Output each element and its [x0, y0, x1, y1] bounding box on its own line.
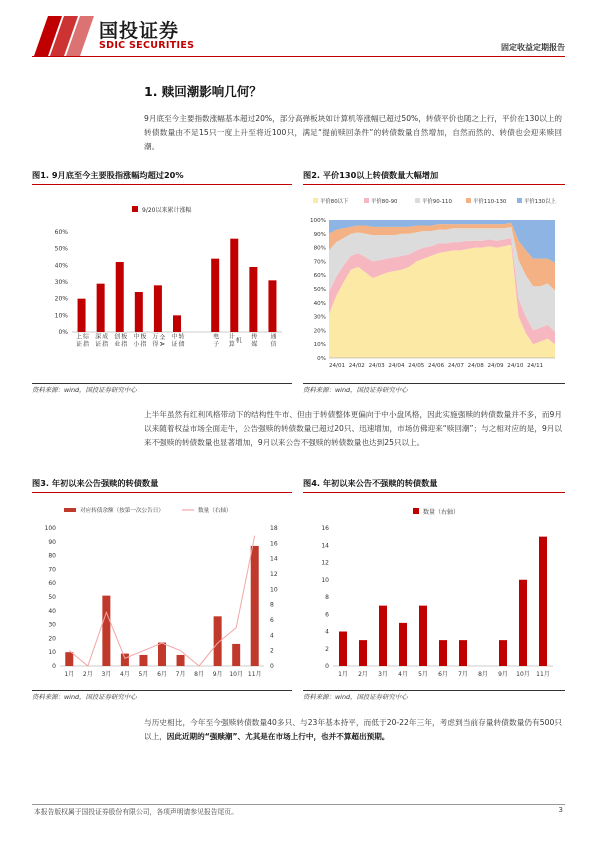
y2-tick-label: 6 [270, 617, 274, 624]
figure-1-title: 图1. 9月底至今主要股指涨幅均超过20% [32, 170, 184, 180]
figure-4-source: 资料来源：wind，国投证券研究中心 [303, 693, 408, 701]
x-tick-label: 深 证 [93, 333, 101, 347]
y-tick-label: 20% [313, 328, 326, 335]
x-tick-label: 电 子 [211, 333, 219, 347]
x-tick-label: 11月 [536, 671, 550, 678]
legend-label: 平价130以上 [524, 199, 556, 205]
y-tick-label: 16 [321, 525, 329, 532]
bar [232, 644, 240, 666]
figure-1-rule [32, 184, 292, 185]
y-tick-label: 90 [48, 538, 56, 546]
y-tick-label: 60% [54, 229, 68, 236]
bar [230, 239, 238, 332]
legend-label: 平价80以下 [320, 199, 349, 205]
x-tick-label: 中 证 [170, 333, 177, 347]
x-tick-label: 3月 [378, 671, 388, 678]
bar [211, 259, 219, 332]
legend-swatch [466, 198, 471, 203]
x-tick-label: 10月 [516, 671, 530, 678]
bar [102, 596, 110, 666]
x-tick-label: 成 指 [100, 333, 108, 347]
figure-2-title: 图2. 平价130以上转债数量大幅增加 [303, 170, 439, 180]
y-tick-label: 50% [313, 287, 326, 293]
y-tick-label: 12 [321, 559, 329, 567]
x-tick-label: 传 媒 [249, 333, 257, 347]
bar [97, 284, 105, 332]
logo-text-en: SDIC SECURITIES [99, 40, 195, 51]
y-tick-label: 40% [54, 262, 68, 270]
legend-label: 对应转债余额（按第一次公告日） [80, 508, 164, 514]
y-tick-label: 60 [48, 580, 56, 588]
figure-2-rule [303, 184, 565, 185]
legend-label: 9/20以来累计涨幅 [142, 207, 192, 214]
bar [268, 280, 276, 332]
x-tick-label: 8月 [194, 671, 205, 678]
y2-tick-label: 10 [270, 586, 278, 594]
x-tick-label: 24/09 [487, 363, 504, 369]
report-type: 固定收益定期报告 [501, 43, 565, 52]
y2-tick-label: 18 [270, 525, 278, 532]
x-tick-label: 5月 [138, 671, 149, 678]
y2-tick-label: 2 [270, 647, 274, 655]
legend-label: 平价90-110 [422, 199, 452, 205]
y-tick-label: 30 [48, 621, 56, 629]
legend-swatch [132, 206, 138, 212]
page-number: 3 [558, 806, 563, 814]
bar [65, 652, 73, 666]
y2-tick-label: 4 [270, 632, 274, 640]
x-tick-label: 4月 [119, 671, 130, 678]
paragraph-3-text: 与历史相比，今年至今强赎转债数量40多只、与23年基本持平，而低于20-22年三年，考虑到当前存量转债数量仍有500只以上， [144, 718, 562, 741]
x-tick-label: 24/02 [348, 363, 365, 369]
bar [154, 285, 162, 332]
y-tick-label: 30% [313, 314, 326, 321]
figure-2-chart [303, 186, 565, 382]
bar [139, 655, 147, 666]
y-tick-label: 4 [325, 628, 329, 636]
y-tick-label: 10% [313, 342, 326, 349]
x-tick-label: 24/03 [368, 363, 385, 369]
figure-3-source: 资料来源：wind，国投证券研究中心 [32, 693, 137, 701]
x-tick-label: 24/07 [447, 363, 464, 369]
x-tick-label: 24/08 [467, 363, 484, 369]
y-tick-label: 20 [48, 635, 56, 643]
y-tick-label: 50% [54, 245, 68, 253]
x-tick-label: 综 指 [81, 333, 89, 347]
y-tick-label: 2 [325, 645, 329, 653]
bar [459, 640, 467, 666]
bar [158, 643, 166, 666]
x-tick-label: 7月 [175, 671, 186, 678]
legend-label: 平价80-90 [371, 199, 398, 205]
y-tick-label: 20% [54, 295, 68, 303]
x-tick-label: 24/05 [408, 363, 425, 369]
paragraph-3-emphasis: 因此近期的“强赎潮”、尤其是在市场上行中，也并不算超出预期。 [166, 732, 390, 741]
figure-3-title: 图3. 年初以来公告强赎的转债数量 [32, 478, 159, 488]
x-tick-label: 8月 [478, 671, 488, 678]
legend-swatch [364, 198, 369, 203]
y-tick-label: 8 [325, 594, 329, 601]
bar [339, 632, 347, 667]
logo-mark-icon [34, 16, 96, 56]
x-tick-label: 24/01 [328, 363, 346, 369]
paragraph-3 [144, 716, 562, 744]
y2-tick-label: 14 [270, 555, 278, 563]
logo-text-cn: 国投证券 [99, 20, 180, 42]
figure-4-title: 图4. 年初以来公告不强赎的转债数量 [303, 478, 438, 488]
x-tick-label: 全 A [157, 333, 165, 347]
legend-swatch-bar [64, 508, 76, 512]
bar [359, 640, 367, 666]
x-tick-label: 计 算 [227, 333, 235, 347]
y-tick-label: 40 [48, 607, 56, 615]
x-tick-label: 通 信 [268, 333, 276, 347]
x-tick-label: 24/04 [388, 363, 405, 369]
x-tick-label: 2月 [358, 671, 368, 678]
bar [135, 292, 143, 332]
y-tick-label: 60% [313, 273, 326, 280]
figure-1-chart [32, 186, 292, 382]
legend-label: 数量（右轴） [198, 508, 232, 514]
x-tick-label: 板 指 [138, 333, 146, 347]
paragraph-1: 9月底至今主要指数涨幅基本超过20%，部分高弹板块如计算机等涨幅已超过50%，转债平价也随之上行，平价在130以上的转债数量由不足15只一度上升至将近100只，满足“提前赎回条件”的转债数量自然增加，自然而然的、转债也会迎来赎回潮。 [144, 114, 562, 151]
bar [419, 606, 427, 666]
bar [399, 623, 407, 666]
y-tick-label: 40% [313, 300, 326, 307]
y-tick-label: 50 [48, 594, 56, 601]
figure-1-source: 资料来源：wind，国投证券研究中心 [32, 386, 137, 394]
figure-2-source-rule [303, 383, 565, 384]
x-tick-label: 10月 [229, 671, 244, 678]
x-tick-label: 9月 [212, 671, 223, 678]
x-tick-label: 1月 [338, 671, 348, 678]
bar [519, 580, 527, 666]
x-tick-label: 5月 [418, 671, 428, 678]
legend-swatch [413, 508, 419, 514]
footer-divider [32, 804, 565, 805]
x-tick-label: 创 业 [112, 333, 120, 347]
x-tick-label: 4月 [398, 671, 408, 678]
bar [177, 655, 185, 666]
bar [439, 640, 447, 666]
y2-tick-label: 12 [270, 571, 278, 578]
bar [249, 267, 257, 332]
figure-2-source: 资料来源：wind，国投证券研究中心 [303, 386, 408, 394]
figure-3-source-rule [32, 690, 292, 691]
x-tick-label: 7月 [458, 671, 468, 678]
y-tick-label: 0% [317, 356, 326, 362]
x-tick-label: 24/10 [507, 363, 524, 369]
footer-disclaimer: 本报告版权属于国投证券股份有限公司，各项声明请参见报告尾页。 [34, 808, 238, 816]
legend-label: 平价110-130 [473, 199, 507, 205]
header-divider [32, 56, 565, 57]
y-tick-label: 70% [313, 259, 326, 266]
y-tick-label: 100% [310, 218, 326, 224]
x-tick-label: 1月 [64, 671, 75, 678]
y-tick-label: 30% [54, 279, 68, 286]
bar [251, 546, 259, 666]
y-tick-label: 80 [48, 552, 56, 560]
x-tick-label: 转 债 [177, 333, 184, 347]
legend-swatch [415, 198, 420, 203]
y-tick-label: 10% [54, 312, 68, 320]
y-tick-label: 10 [321, 576, 329, 584]
y-tick-label: 0 [52, 663, 56, 670]
y2-tick-label: 16 [270, 540, 278, 548]
bar [78, 299, 86, 332]
y-tick-label: 80% [313, 245, 326, 252]
figure-4-rule [303, 492, 565, 493]
bar [121, 654, 129, 666]
bar [379, 606, 387, 666]
x-tick-label: 6月 [438, 671, 448, 678]
bar [116, 262, 124, 332]
x-tick-label: 6月 [157, 671, 167, 678]
x-tick-label: 上 证 [74, 333, 82, 347]
x-tick-label: 24/06 [428, 363, 445, 369]
legend-swatch [313, 198, 318, 203]
section-title: 1. 赎回潮影响几何？ [144, 84, 262, 99]
y-tick-label: 6 [325, 611, 329, 619]
x-tick-label: 2月 [82, 671, 93, 678]
figure-4-source-rule [303, 690, 565, 691]
y-tick-label: 14 [321, 542, 329, 550]
legend-swatch [517, 198, 522, 203]
paragraph-2: 上半年虽然有红利风格带动下的结构性牛市、但由于转债整体更偏向于中小盘风格，因此实施强赎的转债数量并不多，而9月以来随着权益市场全面走牛，公告强赎的转债数量已超过20只、迅速增加，市场仿佛迎来“赎回潮”；与之相对应的是，9月以来不强赎的转债数量也显著增加，9月以来公告不强赎的转债数量也达到25只以上。 [144, 410, 562, 447]
figure-1-source-rule [32, 383, 292, 384]
x-tick-label: 9月 [498, 671, 508, 678]
y2-tick-label: 8 [270, 601, 274, 609]
y2-tick-label: 0 [270, 663, 274, 670]
x-tick-label: 万 得 [150, 333, 158, 347]
legend-label: 数量（右轴） [423, 509, 460, 516]
x-tick-label: 中 小 [131, 333, 139, 347]
figure-3-rule [32, 492, 292, 493]
x-tick-label: 24/11 [527, 363, 544, 369]
y-tick-label: 10 [48, 649, 56, 657]
y-tick-label: 100 [44, 525, 56, 532]
x-tick-label: 机 [234, 337, 242, 343]
figure-3-chart [32, 494, 292, 688]
y-tick-label: 70 [48, 566, 56, 574]
y-tick-label: 0% [58, 329, 68, 336]
x-tick-label: 3月 [101, 671, 112, 678]
bar [173, 315, 181, 332]
x-tick-label: 11月 [247, 671, 262, 678]
y-tick-label: 90% [313, 231, 326, 238]
bar [499, 640, 507, 666]
x-tick-label: 板 指 [119, 333, 127, 347]
figure-4-chart [303, 494, 565, 688]
bar [539, 537, 547, 666]
y-tick-label: 0 [325, 663, 329, 670]
